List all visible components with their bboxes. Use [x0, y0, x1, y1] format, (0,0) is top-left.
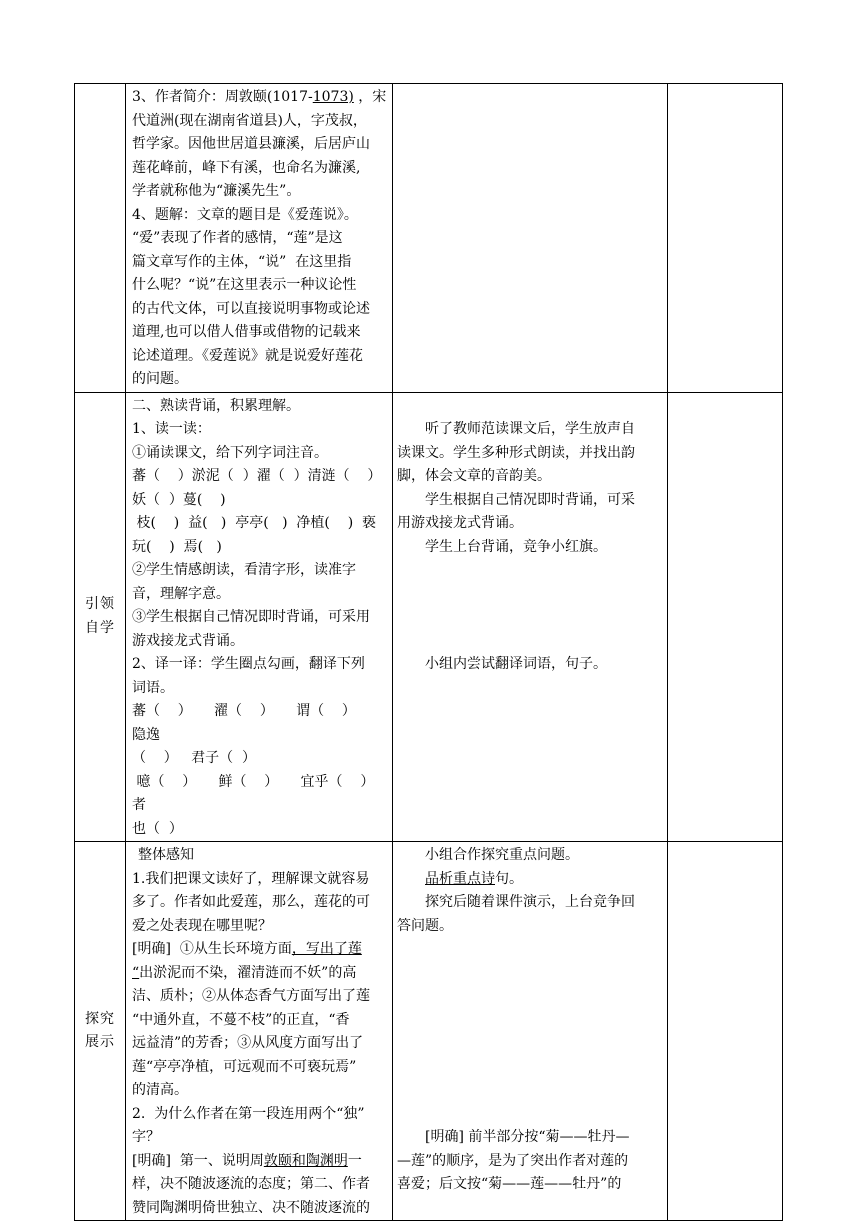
row3-content-cell [126, 842, 393, 1221]
text-line [397, 868, 663, 892]
section-label-explore-present [75, 842, 126, 1221]
text-line: 词语。 [132, 679, 174, 696]
row2-notes-cell [668, 392, 783, 842]
text-line: 1.我们把课文读好了，理解课文就容易 [132, 870, 370, 887]
row2-activity-cell [393, 392, 668, 842]
text-span: [明确] ①从生长环境方面 [132, 941, 292, 957]
text-line: 学生根据自己情况即时背诵，可采 [425, 491, 635, 508]
text-line: 蕃（ ）淤泥（ ）濯（ ）清涟（ ） [132, 468, 382, 484]
text-line: 整体感知 [138, 847, 194, 863]
text-line: 道理,也可以借人借事或借物的记载来 [132, 324, 361, 340]
text-line [132, 938, 388, 962]
text-line: ②学生情感朗读，看清字形，读准字 [132, 562, 356, 578]
row3-activity-cell [393, 842, 668, 1221]
underlined-span: 敦颐和陶渊明 [263, 1152, 348, 1169]
text-line: 代道洲(现在湖南省道县)人，字茂叔， [132, 112, 367, 129]
text-line: 莲“亭亭净植，可远观而不可亵玩焉” [132, 1058, 357, 1075]
table-row [75, 84, 783, 393]
text-line: 读课文。学生多种形式朗读，并找出韵 [397, 444, 635, 461]
label-line: 展示 [85, 1034, 115, 1050]
text-line: [明确] 前半部分按“菊——牡丹— [425, 1129, 630, 1145]
row3-notes-cell [668, 842, 783, 1221]
text-line: 的问题。 [132, 371, 188, 387]
text-line: —莲”的顺序，是为了突出作者对莲的 [397, 1152, 629, 1169]
label-line: 引领 [85, 596, 115, 613]
text-line: 篇文章写作的主体，“说” 在这里指 [132, 253, 352, 270]
text-line: ③学生根据自己情况即时背诵，可采用 [132, 609, 370, 625]
text-line: 妖（ ）蔓( ) [132, 491, 226, 508]
row2-content-cell [126, 392, 397, 842]
text-line: 字？ [132, 1129, 160, 1145]
text-line: ①诵读课文，给下列字词注音。 [132, 444, 328, 461]
lesson-plan-table [74, 83, 783, 1221]
text-line: （ ） 君子（ ） [132, 750, 257, 766]
underlined-span: ，写出了莲 [291, 941, 362, 957]
text-line: 二、熟读背诵，积累理解。 [132, 397, 300, 414]
text-line: 1、读一读： [132, 421, 211, 437]
text-span: 一 [347, 1152, 362, 1169]
text-line: “爱”表现了作者的感情，“莲”是这 [132, 230, 343, 246]
text-line: 4、题解：文章的题目是《爱莲说》。 [132, 206, 358, 223]
text-line: 哲学家。因他世居道县濂溪，后居庐山 [132, 136, 370, 152]
text-line: 游戏接龙式背诵。 [132, 632, 244, 649]
underlined-span: 品析重点诗 [425, 870, 495, 887]
text-line: 的古代文体，可以直接说明事物或论述 [132, 300, 370, 317]
row1-label-cell [75, 84, 126, 393]
text-line: 也（ ） [132, 820, 183, 837]
text-line: 噫（ ） 鲜（ ） 宜乎（ ） 者 [132, 773, 397, 813]
text-line: 玩( ) 焉( ) [132, 538, 222, 555]
label-line: 探究 [85, 1010, 115, 1027]
table-row [75, 392, 783, 842]
text-line: 赞同陶渊明倚世独立、决不随波逐流的 [132, 1199, 370, 1216]
text-span: [明确] 第一、说明周 [132, 1152, 264, 1169]
text-line: 的清高。 [132, 1082, 188, 1098]
table-row [75, 842, 783, 1221]
text-line: 样，决不随波逐流的态度；第二、作者 [132, 1176, 370, 1192]
row1-notes-cell [668, 84, 783, 393]
text-line: 洁、质朴；②从体态香气方面写出了莲 [132, 988, 370, 1004]
text-span: 句。 [495, 870, 523, 887]
text-line: “中通外直，不蔓不枝”的正直，“香 [132, 1011, 350, 1028]
author-intro-line: 3、作者简介：周敦颐(1017-1073) ，宋 [132, 89, 387, 105]
row1-content-cell [126, 84, 393, 393]
year-underlined: 1073) [312, 89, 354, 105]
text-line: 论述道理。《爱莲说》就是说爱好莲花 [132, 347, 363, 364]
text-line: 2. 为什么作者在第一段连用两个“独” [132, 1105, 365, 1122]
text-line: 蕃（ ） 濯（ ） 谓（ ） 隐逸 [132, 703, 379, 743]
text-line: 听了教师范读课文后，学生放声自 [425, 421, 635, 437]
text-line: 小组内尝试翻译词语，句子。 [425, 656, 607, 672]
text-line: 喜爱；后文按“菊——莲——牡丹”的 [397, 1176, 622, 1192]
text-line [132, 962, 388, 986]
text-line: 用游戏接龙式背诵。 [397, 515, 523, 531]
text-line: 多了。作者如此爱莲，那么，莲花的可 [132, 894, 370, 910]
text-line: 爱之处表现在哪里呢？ [132, 917, 272, 934]
text-line [132, 1150, 388, 1174]
text-line: 什么呢？“说”在这里表示一种议论性 [132, 277, 357, 293]
text-line: 枝( ) 益( ) 亭亭( ) 净植( ) 亵 [132, 515, 377, 531]
row1-activity-cell [393, 84, 668, 393]
text-line: 探究后随着课件演示，上台竞争回 [425, 894, 635, 910]
text-line: 小组合作探究重点问题。 [425, 847, 579, 863]
text-line: 学生上台背诵，竞争小红旗。 [425, 538, 607, 555]
text-line: 音，理解字意。 [132, 585, 230, 602]
underlined-span: “ [132, 964, 140, 981]
label-line: 自学 [85, 619, 115, 636]
text-line: 答问题。 [397, 917, 453, 934]
text-line: 莲花峰前，峰下有溪，也命名为濂溪, [132, 159, 361, 176]
text-span: 出淤泥而不染，濯清涟而不妖”的高 [139, 964, 357, 981]
text-line: 2、译一译：学生圈点勾画，翻译下列 [132, 656, 365, 672]
text-line: 学者就称他为“濂溪先生”。 [132, 183, 301, 199]
section-label-guided-self-study [75, 392, 126, 842]
text-line: 远益清”的芳香；③从风度方面写出了 [132, 1035, 364, 1051]
text-line: 脚，体会文章的音韵美。 [397, 468, 551, 484]
